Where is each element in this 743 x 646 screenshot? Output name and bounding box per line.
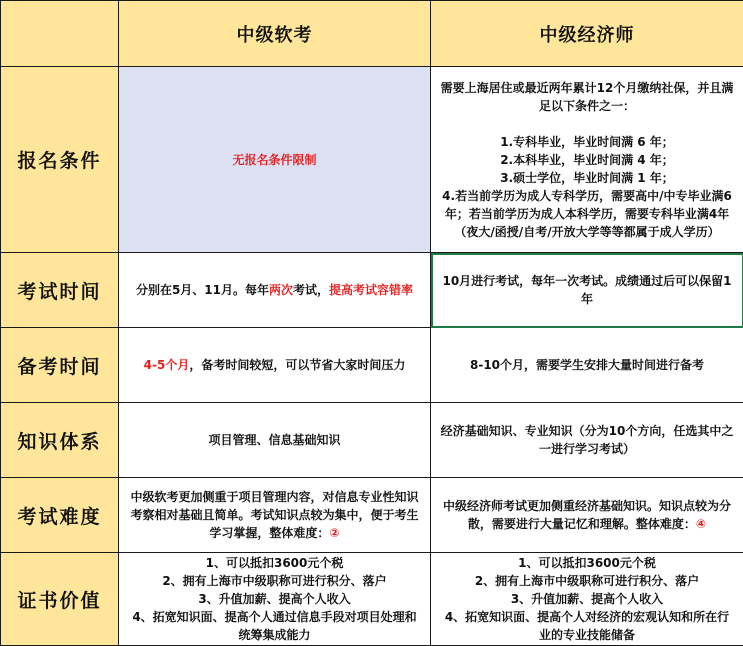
registration-jingji-intro: 需要上海居住或最近两年累计12个月缴纳社保，并且满足以下条件之一： bbox=[439, 79, 735, 115]
exam-time-text-c: 考试， bbox=[293, 283, 329, 297]
row-value bbox=[1, 553, 743, 646]
registration-jingji-tail: 4.若当前学历为成人专科学历，需要高中/中专毕业满6年；若当前学历为成人本科学历，需要专科毕业满4年（夜大/函授/自考/开放大学等等都属于成人学历） bbox=[439, 187, 735, 241]
cell-registration-jingji[interactable] bbox=[431, 67, 743, 253]
cell-prep-time-ruankao[interactable] bbox=[119, 328, 431, 403]
row-prep-time bbox=[1, 328, 743, 403]
value-jingji-item: 1、可以抵扣3600元个税 bbox=[439, 554, 735, 572]
cell-difficulty-jingji[interactable] bbox=[431, 478, 743, 553]
registration-jingji-item: 3.硕士学位，毕业时间满 1 年； bbox=[439, 169, 735, 187]
row-exam-time bbox=[1, 253, 743, 328]
difficulty-ruankao-level: ② bbox=[329, 526, 339, 540]
registration-jingji-item: 1.专科毕业，毕业时间满 6 年； bbox=[439, 133, 735, 151]
difficulty-ruankao-text: 中级软考更加侧重于项目管理内容，对信息专业性知识考察相对基础且简单。考试知识点较为集中，便于考生学习掌握，整体难度： bbox=[130, 490, 418, 540]
cell-exam-time-ruankao[interactable] bbox=[119, 253, 431, 328]
cell-prep-time-jingji[interactable]: 8-10个月，需要学生安排大量时间进行备考 bbox=[431, 328, 743, 403]
value-jingji-item: 2、拥有上海市中级职称可进行积分、落户 bbox=[439, 572, 735, 590]
cell-difficulty-ruankao[interactable] bbox=[119, 478, 431, 553]
header-col1[interactable]: 中级软考 bbox=[119, 1, 431, 67]
value-ruankao-item: 1、可以抵扣3600元个税 bbox=[127, 554, 422, 572]
cell-value-ruankao[interactable] bbox=[119, 553, 431, 646]
difficulty-jingji-level: ④ bbox=[696, 517, 706, 531]
spacer bbox=[439, 115, 735, 133]
registration-jingji-item: 2.本科毕业，毕业时间满 4 年； bbox=[439, 151, 735, 169]
registration-ruankao-text: 无报名条件限制 bbox=[232, 153, 316, 167]
exam-time-highlight-twice: 两次 bbox=[269, 283, 293, 297]
cell-registration-ruankao[interactable] bbox=[119, 67, 431, 253]
row-label-prep-time[interactable]: 备考时间 bbox=[1, 328, 119, 403]
exam-time-highlight-tolerance: 提高考试容错率 bbox=[329, 283, 413, 297]
cell-exam-time-jingji[interactable]: 10月进行考试，每年一次考试。成绩通过后可以保留1年 bbox=[431, 253, 743, 328]
row-label-registration[interactable]: 报名条件 bbox=[1, 67, 119, 253]
value-jingji-item: 3、升值加薪、提高个人收入 bbox=[439, 590, 735, 608]
value-ruankao-item: 4、拓宽知识面、提高个人通过信息手段对项目处理和统筹集成能力 bbox=[127, 608, 422, 644]
cell-knowledge-ruankao[interactable]: 项目管理、信息基础知识 bbox=[119, 403, 431, 478]
row-label-knowledge[interactable]: 知识体系 bbox=[1, 403, 119, 478]
row-label-value[interactable]: 证书价值 bbox=[1, 553, 119, 646]
row-knowledge bbox=[1, 403, 743, 478]
prep-time-text: ，备考时间较短，可以节省大家时间压力 bbox=[189, 358, 405, 372]
difficulty-jingji-text: 中级经济师考试更加侧重经济基础知识。知识点较为分散，需要进行大量记忆和理解。整体难度： bbox=[443, 499, 731, 531]
cell-knowledge-jingji[interactable]: 经济基础知识、专业知识（分为10个方向，任选其中之一进行学习考试） bbox=[431, 403, 743, 478]
row-registration bbox=[1, 67, 743, 253]
value-jingji-item: 4、拓宽知识面、提高个人对经济的宏观认知和所在行业的专业技能储备 bbox=[439, 608, 735, 644]
row-difficulty bbox=[1, 478, 743, 553]
header-row bbox=[1, 1, 743, 67]
row-label-difficulty[interactable]: 考试难度 bbox=[1, 478, 119, 553]
row-label-exam-time[interactable]: 考试时间 bbox=[1, 253, 119, 328]
exam-time-text-a: 分别在5月、11月。每年 bbox=[136, 283, 269, 297]
cell-value-jingji[interactable] bbox=[431, 553, 743, 646]
header-col2[interactable]: 中级经济师 bbox=[431, 1, 743, 67]
value-ruankao-item: 3、升值加薪、提高个人收入 bbox=[127, 590, 422, 608]
value-ruankao-item: 2、拥有上海市中级职称可进行积分、落户 bbox=[127, 572, 422, 590]
header-corner-cell[interactable] bbox=[1, 1, 119, 67]
prep-time-highlight: 4-5个月 bbox=[144, 358, 190, 372]
